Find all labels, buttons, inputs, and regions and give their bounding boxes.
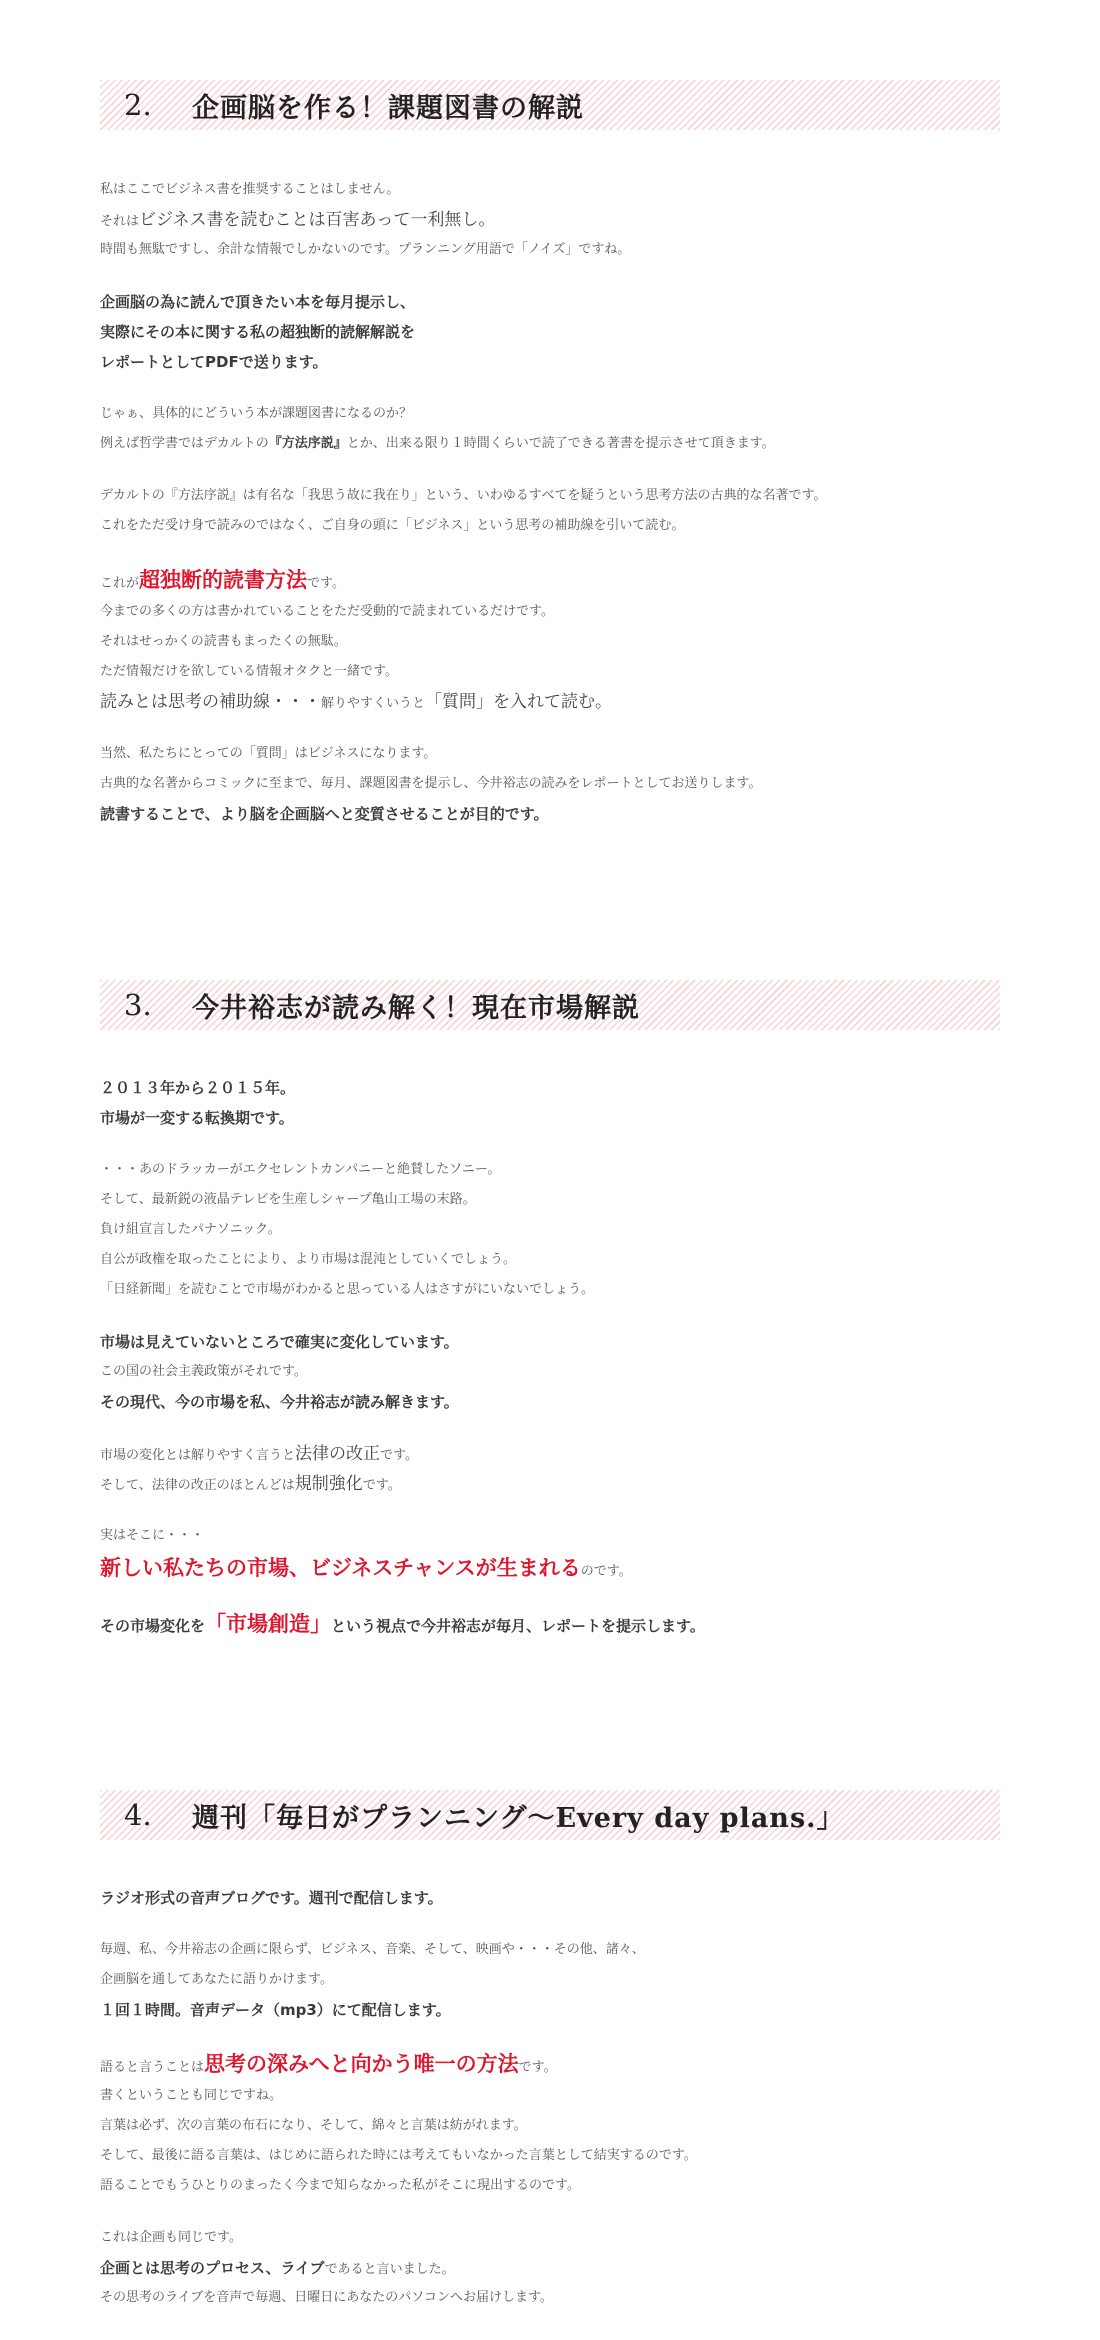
text-line: 読みとは思考の補助線・・・解りやすくいうと「質問」を入れて読む。 (100, 692, 613, 712)
text-line: 「日経新聞」を読むことで市場がわかると思っている人はさすがにいないでしょう。 (100, 1282, 595, 1297)
bold-line: 読書することで、より脳を企画脳へと変質させることが目的です。 (100, 805, 549, 823)
text-line: ・・・あのドラッカーがエクセレントカンパニーと絶賛したソニー。 (100, 1162, 501, 1177)
text-line: 私はここでビジネス書を推奨することはしません。 (100, 182, 400, 197)
text-line: 企画とは思考のプロセス、ライブであると言いました。 (100, 2259, 455, 2277)
bold-line: その現代、今の市場を私、今井裕志が読み解きます。 (100, 1393, 459, 1411)
text-line: その思考のライブを音声で毎週、日曜日にあなたのパソコンへお届けします。 (100, 2290, 553, 2305)
bold-line: 市場は見えていないところで確実に変化しています。 (100, 1333, 459, 1351)
text-line: 毎週、私、今井裕志の企画に限らず、ビジネス、音楽、そして、映画や・・・その他、諸々、 (100, 1942, 645, 1957)
text-line: 言葉は必ず、次の言葉の布石になり、そして、綿々と言葉は紡がれます。 (100, 2118, 527, 2133)
text-line: 語ることでもうひとりのまったく今まで知らなかった私がそこに現出するのです。 (100, 2178, 580, 2193)
bold-line: ラジオ形式の音声ブログです。週刊で配信します。 (100, 1889, 443, 1907)
highlight-text: 超独断的読書方法 (139, 568, 308, 592)
text-line: それはせっかくの読書もまったくの無駄。 (100, 634, 347, 649)
text-line: 語ると言うことは思考の深みへと向かう唯一の方法です。 (100, 2052, 557, 2076)
section-body-2 (100, 175, 1020, 829)
bold-line: ２０１３年から２０１５年。 (100, 1079, 296, 1097)
text-line: 実はそこに・・・ (100, 1528, 205, 1543)
section-number: 2. (124, 88, 152, 122)
bold-line: 企画脳の為に読んで頂きたい本を毎月提示し、 (100, 293, 416, 311)
text-line: 自公が政権を取ったことにより、より市場は混沌としていくでしょう。 (100, 1252, 517, 1267)
text-line: そして、最新鋭の液晶テレビを生産しシャープ亀山工場の末路。 (100, 1192, 476, 1207)
bold-line: 市場が一変する転換期です。 (100, 1109, 294, 1127)
text-line: 今までの多くの方は書かれていることをただ受動的で読まれているだけです。 (100, 604, 554, 619)
highlight-text: 思考の深みへと向かう唯一の方法 (204, 2052, 519, 2076)
text-line: 企画脳を通してあなたに語りかけます。 (100, 1972, 333, 1987)
text-line: 負け組宣言したパナソニック。 (100, 1222, 281, 1237)
highlight-text: 新しい私たちの市場、ビジネスチャンスが生まれる (100, 1556, 581, 1580)
section-body-3 (100, 1073, 1020, 1641)
section-number: 3. (124, 988, 152, 1022)
text-line: この国の社会主義政策がそれです。 (100, 1364, 307, 1379)
text-line: それはビジネス書を読むことは百害あって一利無し。 (100, 210, 496, 230)
text-line: 新しい私たちの市場、ビジネスチャンスが生まれるのです。 (100, 1556, 632, 1580)
text-line: これは企画も同じです。 (100, 2230, 242, 2245)
text-line: 古典的な名著からコミックに至まで、毎月、課題図書を提示し、今井裕志の読みをレポートとしてお送りします。 (100, 776, 762, 791)
text-line: そして、最後に語る言葉は、はじめに語られた時には考えてもいなかった言葉として結実するのです。 (100, 2148, 697, 2163)
text-line: ただ情報だけを欲している情報オタクと一緒です。 (100, 664, 398, 679)
text-line: これをただ受け身で読みのではなく、ご自身の頭に「ビジネス」という思考の補助線を引いて読む。 (100, 518, 685, 533)
text-line: じゃぁ、具体的にどういう本が課題図書になるのか？ (100, 406, 413, 421)
bold-line: その市場変化を「市場創造」という視点で今井裕志が毎月、レポートを提示します。 (100, 1612, 705, 1636)
text-line: 時間も無駄ですし、余計な情報でしかないのです。プランニング用語で「ノイズ」ですね。 (100, 242, 631, 257)
section-number: 4. (124, 1798, 152, 1832)
bold-line: 実際にその本に関する私の超独断的読解解説を (100, 323, 416, 341)
section-title: 今井裕志が読み解く！現在市場解説 (192, 992, 640, 1024)
text-line: 市場の変化とは解りやすく言うと法律の改正です。 (100, 1444, 418, 1464)
section-title: 企画脳を作る！課題図書の解説 (192, 92, 584, 124)
section-title: 週刊「毎日がプランニング〜Every day plans.」 (192, 1802, 845, 1834)
highlight-text: 「市場創造」 (205, 1612, 332, 1636)
section-heading-3 (100, 980, 1000, 1030)
section-heading-4 (100, 1790, 1000, 1840)
text-line: デカルトの『方法序説』は有名な「我思う故に我在り」という、いわゆるすべてを疑うという思考方法の古典的な名著です。 (100, 488, 827, 503)
section-body-4 (100, 1883, 1020, 2313)
text-line: これが超独断的読書方法です。 (100, 568, 345, 592)
text-line: 当然、私たちにとっての「質問」はビジネスになります。 (100, 746, 437, 761)
text-line: 例えば哲学書ではデカルトの『方法序説』とか、出来る限り１時間くらいで読了できる著書を提示させて頂きます。 (100, 436, 775, 451)
section-heading-2 (100, 80, 1000, 130)
bold-line: １回１時間。音声データ（mp3）にて配信します。 (100, 2001, 451, 2019)
text-line: 書くということも同じですね。 (100, 2088, 283, 2103)
bold-line: レポートとしてPDFで送ります。 (100, 353, 328, 371)
text-line: そして、法律の改正のほとんどは規制強化です。 (100, 1474, 401, 1494)
